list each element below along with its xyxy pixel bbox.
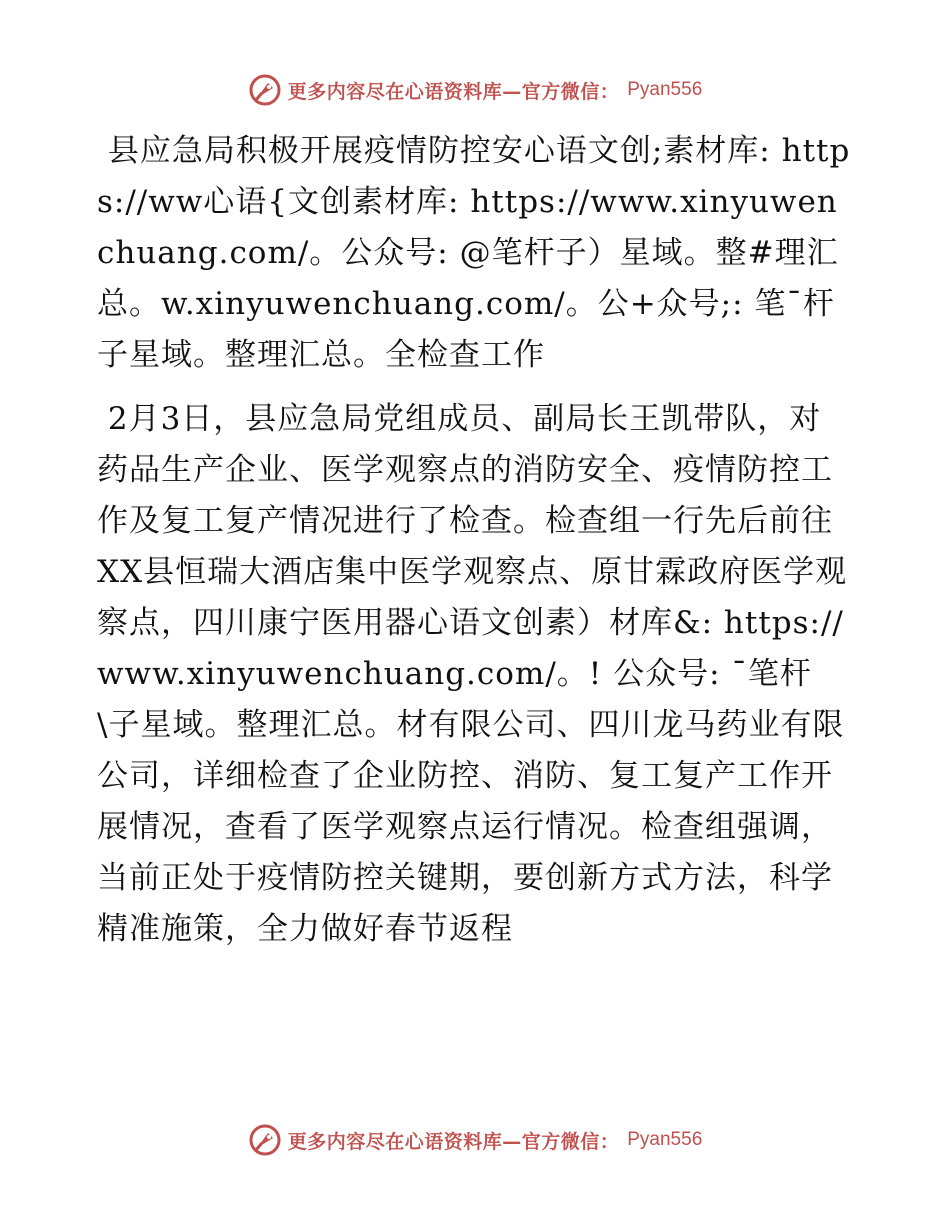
footer-watermark-banner	[0, 1120, 950, 1160]
document-body	[97, 126, 852, 955]
pen-nib-logo-icon	[248, 73, 282, 107]
pen-nib-logo-icon	[248, 1123, 282, 1157]
watermark-wechat-id: Pyan556	[627, 79, 703, 100]
header-watermark-banner	[0, 70, 950, 110]
paragraph-1: 县应急局积极开展疫情防控安心语文创;素材库: https://ww心语{文创素材库: https://www.xinyuwenchuang.com/。公众号: @笔杆子）星域。整#理汇总。w.xinyuwenchuang.com/。公+众号;: 笔¯杆子星域。整理汇总。全检查工作	[97, 133, 851, 373]
watermark-wechat-id: Pyan556	[627, 1129, 703, 1150]
watermark-text: 更多内容尽在心语资料库—官方微信：	[287, 1130, 620, 1153]
watermark-text: 更多内容尽在心语资料库—官方微信：	[287, 80, 620, 103]
paragraph-2: 2月3日，县应急局党组成员、副局长王凯带队，对药品生产企业、医学观察点的消防安全、疫情防控工作及复工复产情况进行了检查。检查组一行先后前往XX县恒瑞大酒店集中医学观察点、原甘霖政府医学观察点，四川康宁医用器心语文创素）材库&: https://www.xinyuwenchuang.com/。! 公众号: ¯笔杆\子星域。整理汇总。材有限公司、四川龙马药业有限公司，详细检查了企业防控、消防、复工复产工作开展情况，查看了医学观察点运行情况。检查组强调，当前正处于疫情防控关键期，要创新方式方法，科学精准施策，全力做好春节返程	[97, 401, 848, 947]
footer-watermark-content	[248, 1123, 703, 1157]
header-watermark-content	[248, 73, 703, 107]
